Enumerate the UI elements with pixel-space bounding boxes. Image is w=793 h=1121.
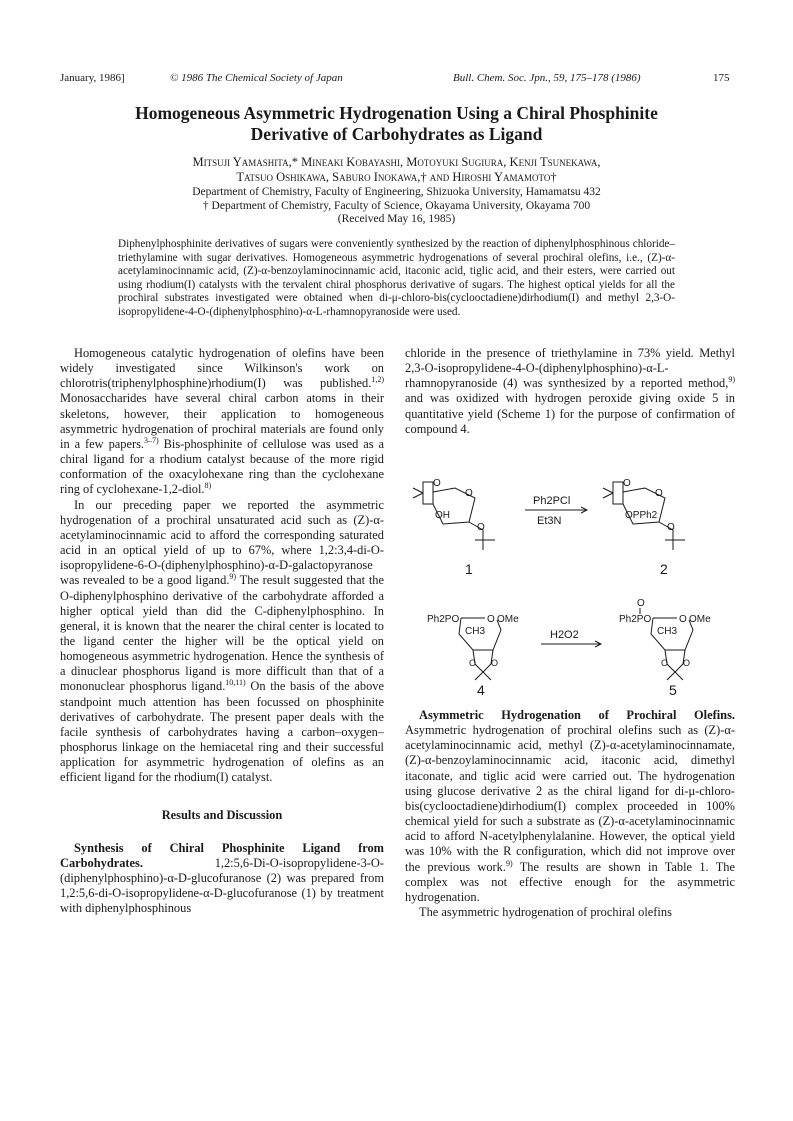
header-date: January, 1986]: [60, 72, 125, 84]
ring-oxygen-label: O: [487, 614, 495, 625]
ring-oxygen-label: O: [655, 488, 663, 499]
ph2po-label: Ph2PO: [427, 614, 460, 625]
phosphinite-label: OPPh2: [625, 510, 658, 521]
reagent-et3n: Et3N: [537, 515, 562, 527]
scheme-1-diagram: [405, 470, 735, 695]
methoxy-label: OMe: [689, 614, 711, 625]
subsection-heading: Asymmetric Hydrogenation of Prochiral Olefins.: [419, 708, 735, 722]
atom-o: O: [477, 522, 485, 533]
atom-o: O: [623, 478, 631, 489]
phosphoryl-oxygen-label: O: [637, 598, 645, 609]
header-page-number: 175: [713, 72, 730, 84]
affiliation-2: † Department of Chemistry, Faculty of Science, Okayama University, Okayama 700: [202, 199, 591, 212]
reagent-ph2pcl: Ph2PCl: [533, 495, 571, 507]
title-line-1: Homogeneous Asymmetric Hydrogenation Using a Chiral Phosphinite: [135, 103, 658, 123]
atom-o: O: [433, 478, 441, 489]
left-column: [60, 346, 384, 916]
ring-oxygen-label: O: [465, 488, 473, 499]
citation: 8): [204, 481, 212, 491]
compound-1-structure: [413, 478, 495, 550]
received-date: (Received May 16, 1985): [337, 213, 456, 225]
atom-o: O: [667, 522, 675, 533]
title-line-2: Derivative of Carbohydrates as Ligand: [250, 124, 543, 144]
affiliations: [60, 186, 733, 227]
affiliation-1: Department of Chemistry, Faculty of Engineering, Shizuoka University, Hamamatsu 432: [192, 186, 601, 198]
compound-2-structure: [603, 478, 685, 550]
methyl-label: CH3: [657, 626, 678, 637]
citation: 9): [505, 858, 513, 868]
ring-oxygen-label: O: [679, 614, 687, 625]
citation: 1,2): [371, 375, 384, 385]
authors-line-2: Tatsuo Oshikawa, Saburo Inokawa,† and Hiroshi Yamamoto†: [236, 170, 557, 184]
header-journal: Bull. Chem. Soc. Jpn., 59, 175–178 (1986): [453, 72, 641, 84]
atom-o: O: [683, 658, 691, 668]
compound-5-label: 5: [669, 682, 677, 695]
abstract: Diphenylphosphinite derivatives of sugars were conveniently synthesized by the reaction of diphenylphosphinous chloride–triethylamine with sugar derivatives. Homogeneous asymmetric hydrogenations of several prochiral olefins, i.e., (Z)-α-acetylaminocinnamic acid, (Z)-α-benzoylaminocinnamic acid, itaconic acid, tiglic acid, and their esters, were carried out using rhodium(I) catalysts with the tervalent chiral phosphorus derivative of sugars. The highest optical yields for all the prochiral substrates investigated were obtained when di-μ-chloro-bis(cyclooctadiene)dirhodium(I) and methyl 2,3-O-isopropylidene-4-O-(diphenylphosphino)-α-L-rhamnopyranoside were used.: [118, 238, 675, 318]
citation: 9): [728, 375, 735, 385]
synthesis-paragraph: Synthesis of Chiral Phosphinite Ligand from Carbohydrates. 1,2:5,6-Di-O-isopropylidene-3-O-(diphenylphosphino)-α-D-glucofuranose (2) was prepared from 1,2:5,6-di-O-isopropylidene-α-D-glucofuranose (1) by treatment with diphenylphosphinous: [60, 840, 384, 916]
right-column-top: [405, 346, 735, 437]
right-paragraph-1: chloride in the presence of triethylamine in 73% yield. Methyl 2,3-O-isopropylidene-4-O-(diphenylphosphino)-α-L-rhamnopyranoside (4) was synthesized by a reported method,$^{9)}$ and was oxidized with hydrogen peroxide giving oxide 5 in quantitative yield (Scheme 1) for the purpose of confirmation of compound 4.: [405, 346, 735, 436]
hydroxyl-label: OH: [435, 510, 450, 521]
section-heading: Results and Discussion: [161, 807, 283, 822]
citation: 9): [229, 572, 237, 582]
final-paragraph-start: The asymmetric hydrogenation of prochiral olefins: [419, 905, 672, 920]
compound-2-label: 2: [660, 561, 668, 577]
ph2po-label: Ph2PO: [619, 614, 652, 625]
compound-1-label: 1: [465, 561, 473, 577]
citation: 3–7): [144, 435, 159, 445]
methoxy-label: OMe: [497, 614, 519, 625]
compound-4-label: 4: [477, 682, 485, 695]
paper-title: [60, 103, 733, 145]
right-column-bottom: [405, 708, 735, 920]
intro-paragraph-2: In our preceding paper we reported the asymmetric hydrogenation of a prochiral unsaturated acid such as (Z)-α-acetylaminocinnamic acid to afford the corresponding saturated acid in an optical yield of up to 67%, where 1,2:3,4-di-O-isopropylidene-6-O-(diphenylphosphino)-α-D-galactopyranose was revealed to be a good ligand.$^{9)}$ The result suggested that the O-diphenylphosphino derivative of the carbohydrate afforded a higher optical yield than did the C-diphenylphosphino. In general, it is known that the nearer the chiral center is located to the ligand center the higher will be the optical yield on homogeneous asymmetric hydrogenation. Hence the synthesis of a dinuclear phosphorus ligand is more difficult than that of a mononuclear phosphorus ligand.$^{10,11)}$ On the basis of the above standpoint much attention has been focussed on phosphinite derivatives of carbohydrate. The present paper deals with the facile synthesis of carbohydrates having a carbon–oxygen–phosphorus linkage on the hemiacetal ring and their successful application for asymmetric hydrogenation of olefins as an efficient ligand for the rhodium(I) catalyst.: [60, 497, 385, 785]
compound-4-structure: [427, 614, 519, 680]
citation: 10,11): [225, 678, 246, 688]
atom-o: O: [661, 658, 669, 668]
atom-o: O: [469, 658, 477, 668]
intro-paragraph-1: Homogeneous catalytic hydrogenation of olefins have been widely investigated since Wilkinson's work on chlorotris(triphenylphosphine)rhodium(I) was published.$^{1,2)}$ Monosaccharides have several chiral carbon atoms in their skeletons, however, their application to homogeneous asymmetric hydrogenation of prochiral materials are found only in a few papers.$^{3-7)}$ Bis-phosphinite of cellulose was used as a chiral ligand for a rhodium catalyst because of the more rigid conformation of the oxacylohexane ring than the cyclohexane ring of cyclohexane-1,2-diol.$^{8)}$: [60, 346, 384, 497]
authors: [60, 155, 733, 185]
authors-line-1: Mitsuji Yamashita,* Mineaki Kobayashi, Motoyuki Sugiura, Kenji Tsunekawa,: [192, 155, 601, 169]
hydrogenation-paragraph: Asymmetric Hydrogenation of Prochiral Olefins. Asymmetric hydrogenation of prochiral olefins such as (Z)-α-acetylaminocinnamic acid, methyl (Z)-α-acetylaminocinnamate, (Z)-α-benzoylaminocinnamic acid, itaconic acid, dimethyl itaconate, and tiglic acid were carried out. The hydrogenation using glucose derivative 2 as the chiral ligand for di-μ-chloro-bis(cyclooctadiene)dirhodium(I) complex proceeded in 100% chemical yield for such a substrate as (Z)-α-acetylaminocinnamic acid to afford N-acetylphenylalanine. However, the optical yield was 10% with the R configuration, which did not improve over the previous work.$^{9)}$ The results are shown in Table 1. The complex was not effective enough for the asymmetric hydrogenation.: [405, 708, 735, 904]
atom-o: O: [491, 658, 499, 668]
header-copyright: © 1986 The Chemical Society of Japan: [170, 72, 343, 84]
compound-5-structure: [619, 598, 711, 680]
methyl-label: CH3: [465, 626, 486, 637]
subsection-heading: Synthesis of Chiral Phosphinite Ligand from Carbohydrates.: [60, 840, 384, 870]
reagent-h2o2: H2O2: [550, 629, 579, 641]
